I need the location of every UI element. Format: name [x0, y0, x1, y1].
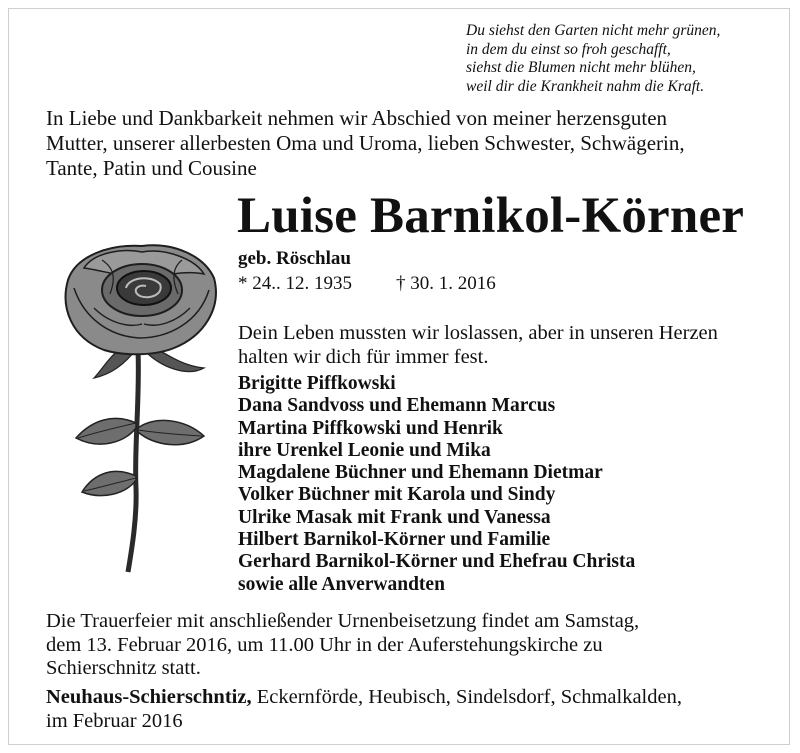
mourner: ihre Urenkel Leonie und Mika [238, 439, 491, 461]
poem-line: weil dir die Krankheit nahm die Kraft. [466, 77, 705, 95]
mourner: Brigitte Piffkowski [238, 373, 396, 394]
mourner: Martina Piffkowski und Henrik [238, 417, 503, 439]
poem [466, 22, 766, 96]
place-month: im Februar 2016 [46, 709, 183, 732]
poem-line: siehst die Blumen nicht mehr blühen, [466, 59, 696, 76]
mourner: Gerhard Barnikol-Körner und Ehefrau Christa [238, 551, 636, 573]
deceased-name: Luise Barnikol-Körner [237, 188, 745, 244]
mourner: Magdalene Büchner und Ehemann Dietmar [238, 462, 603, 484]
ceremony-line: Die Trauerfeier mit anschließender Urnenbeisetzung findet am Samstag, [46, 610, 640, 632]
mourner: Ulrike Masak mit Frank und Vanessa [238, 506, 551, 528]
ceremony-line: Schierschnitz statt. [46, 657, 201, 679]
mourner: Dana Sandvoss und Ehemann Marcus [238, 395, 556, 417]
mourner: Volker Büchner mit Karola und Sindy [238, 484, 556, 506]
poem-line: in dem du einst so froh geschafft, [466, 40, 671, 58]
verse [238, 321, 778, 369]
mourner: sowie alle Anverwandten [238, 573, 445, 595]
intro-line: Tante, Patin und Cousine [46, 156, 257, 180]
ceremony-line: dem 13. Februar 2016, um 11.00 Uhr in der Auferstehungskirche zu [46, 633, 603, 656]
place-bold: Neuhaus-Schierschntiz, [46, 686, 252, 708]
verse-line: Dein Leben mussten wir loslassen, aber in unseren Herzen [238, 322, 718, 344]
poem-line: Du siehst den Garten nicht mehr grünen, [466, 22, 721, 39]
intro-line: In Liebe und Dankbarkeit nehmen wir Abschied von meiner herzensguten [46, 106, 668, 130]
place-date [46, 686, 786, 733]
mourners-list [238, 373, 778, 596]
rose-icon [54, 238, 224, 574]
place-rest: Eckernförde, Heubisch, Sindelsdorf, Schmalkalden, [251, 686, 682, 708]
life-dates [238, 272, 496, 296]
birth-name: geb. Röschlau [238, 248, 351, 269]
intro-text [46, 106, 766, 181]
birth-date: * 24.. 12. 1935 [238, 273, 352, 294]
mourner: Hilbert Barnikol-Körner und Familie [238, 529, 551, 551]
ceremony-info [46, 610, 786, 681]
verse-line: halten wir dich für immer fest. [238, 346, 489, 368]
death-date: † 30. 1. 2016 [396, 273, 496, 294]
intro-line: Mutter, unserer allerbesten Oma und Uroma, lieben Schwester, Schwägerin, [46, 131, 685, 155]
place-line [46, 686, 786, 710]
